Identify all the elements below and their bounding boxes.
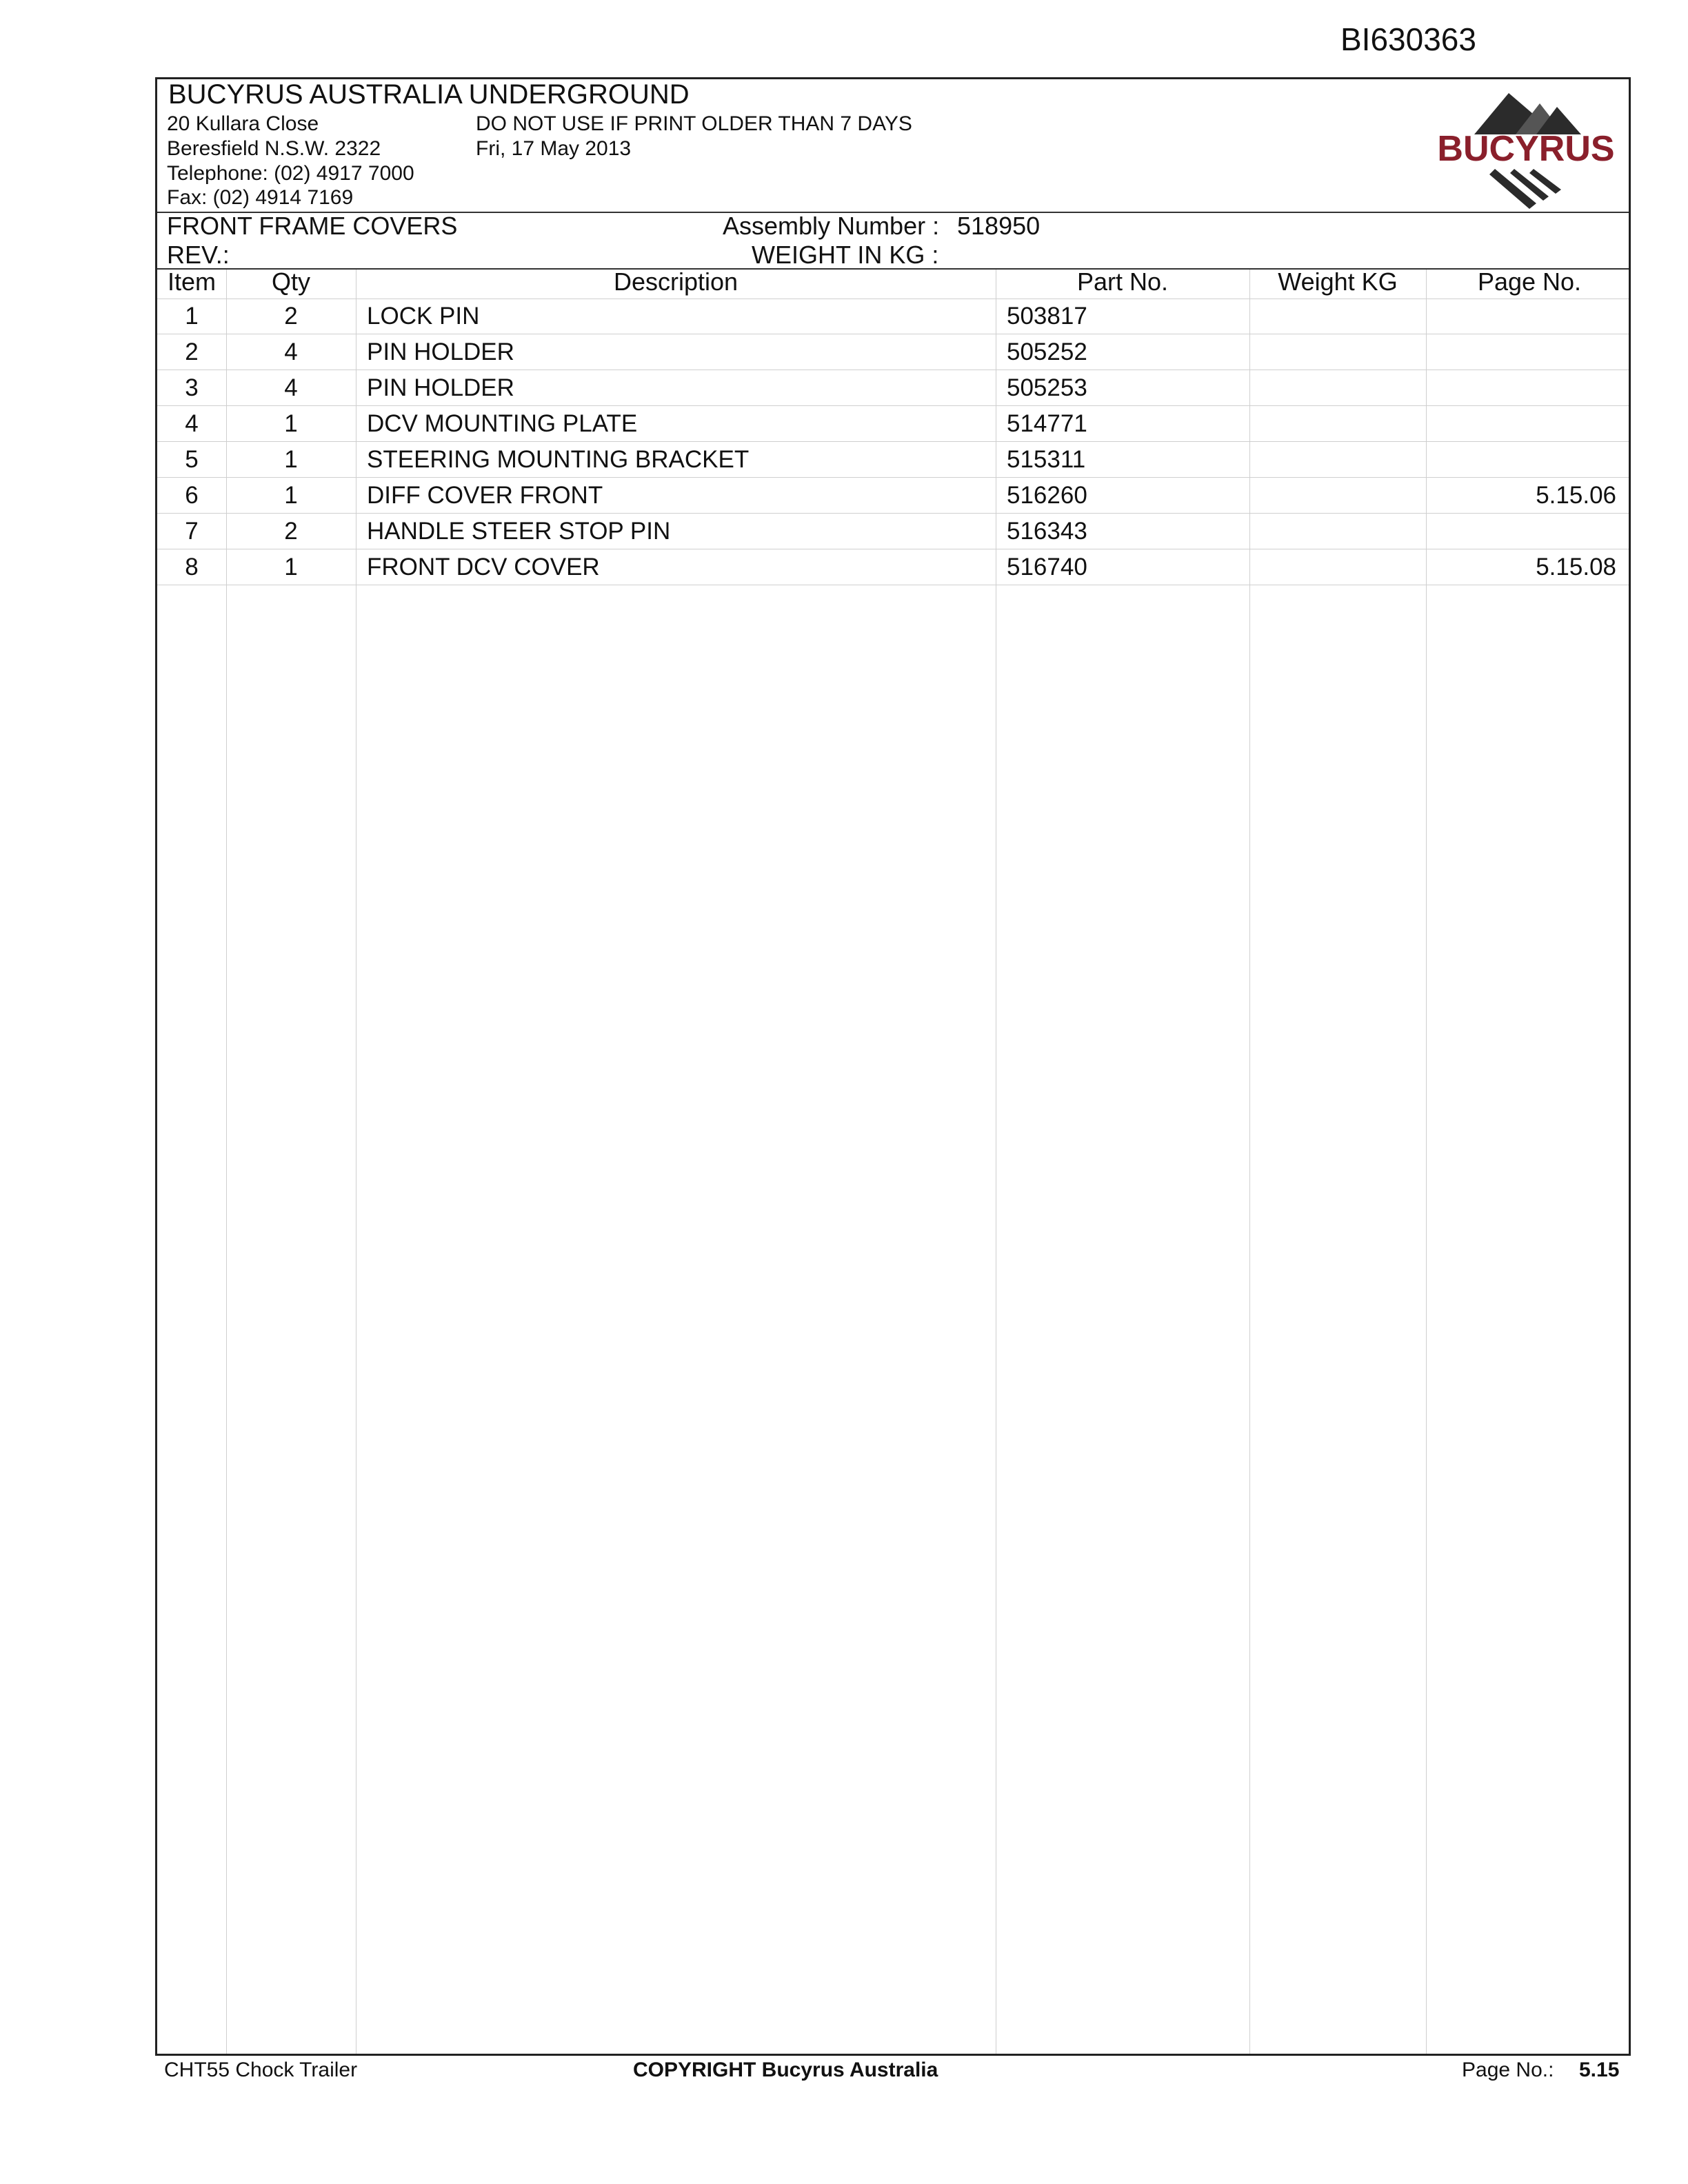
item-number: 4 <box>185 410 199 437</box>
description: PIN HOLDER <box>367 374 514 401</box>
print-notice: DO NOT USE IF PRINT OLDER THAN 7 DAYS <box>476 112 912 135</box>
quantity: 1 <box>284 482 298 509</box>
quantity: 1 <box>284 410 298 437</box>
assembly-number: 518950 <box>957 212 1041 240</box>
footer-copyright: COPYRIGHT Bucyrus Australia <box>633 2059 938 2081</box>
description: FRONT DCV COVER <box>367 554 600 580</box>
table-row <box>157 299 1629 334</box>
rev-label: REV.: <box>167 241 230 269</box>
col-header-description: Description <box>613 267 738 296</box>
document-id: BI630363 <box>1340 21 1476 57</box>
table-row <box>157 549 1629 585</box>
part-number: 515311 <box>1007 446 1086 473</box>
quantity: 1 <box>284 554 298 580</box>
description: LOCK PIN <box>367 303 480 330</box>
item-number: 7 <box>185 518 199 545</box>
telephone: Telephone: (02) 4917 7000 <box>167 162 414 185</box>
table-row <box>157 370 1629 406</box>
quantity: 4 <box>284 374 298 401</box>
footer-product: CHT55 Chock Trailer <box>164 2059 358 2081</box>
quantity: 4 <box>284 338 298 365</box>
description: DCV MOUNTING PLATE <box>367 410 638 437</box>
quantity: 1 <box>284 446 298 473</box>
footer-page-label: Page No.: <box>1462 2059 1554 2081</box>
table-row <box>157 334 1629 370</box>
bucyrus-logo <box>1426 86 1626 210</box>
item-number: 2 <box>185 338 199 365</box>
col-header-qty: Qty <box>271 267 310 296</box>
table-row <box>157 406 1629 442</box>
col-header-weight: Weight KG <box>1278 267 1398 296</box>
description: HANDLE STEER STOP PIN <box>367 518 671 545</box>
part-number: 516343 <box>1007 518 1087 545</box>
part-number: 505252 <box>1007 338 1087 365</box>
col-header-page-no: Page No. <box>1477 267 1582 296</box>
col-header-item: Item <box>167 267 216 296</box>
company-name: BUCYRUS AUSTRALIA UNDERGROUND <box>168 79 690 110</box>
part-number: 503817 <box>1007 303 1087 330</box>
description: STEERING MOUNTING BRACKET <box>367 446 750 473</box>
table-row <box>157 478 1629 514</box>
parts-list-sheet <box>155 77 1631 2056</box>
part-number: 516260 <box>1007 482 1087 509</box>
address-line: Beresfield N.S.W. 2322 <box>167 137 381 160</box>
table-row <box>157 442 1629 478</box>
item-number: 1 <box>185 303 199 330</box>
weight-label: WEIGHT IN KG : <box>752 241 939 269</box>
page-number: 5.15.06 <box>1536 482 1616 509</box>
item-number: 6 <box>185 482 199 509</box>
item-number: 5 <box>185 446 199 473</box>
page-number: 5.15.08 <box>1536 554 1616 580</box>
quantity: 2 <box>284 303 298 330</box>
part-number: 514771 <box>1007 410 1087 437</box>
col-header-part-no: Part No. <box>1076 267 1169 296</box>
quantity: 2 <box>284 518 298 545</box>
description: DIFF COVER FRONT <box>367 482 603 509</box>
fax: Fax: (02) 4914 7169 <box>167 186 354 209</box>
part-number: 505253 <box>1007 374 1087 401</box>
assembly-title: FRONT FRAME COVERS <box>167 212 458 240</box>
logo-wordmark: BUCYRUS <box>1437 129 1615 169</box>
address-line: 20 Kullara Close <box>167 112 319 135</box>
print-date: Fri, 17 May 2013 <box>476 137 632 160</box>
assembly-number-label: Assembly Number : <box>723 212 940 240</box>
item-number: 3 <box>185 374 199 401</box>
part-number: 516740 <box>1007 554 1087 580</box>
footer-page-value: 5.15 <box>1579 2059 1620 2081</box>
table-row <box>157 514 1629 549</box>
item-number: 8 <box>185 554 199 580</box>
description: PIN HOLDER <box>367 338 514 365</box>
